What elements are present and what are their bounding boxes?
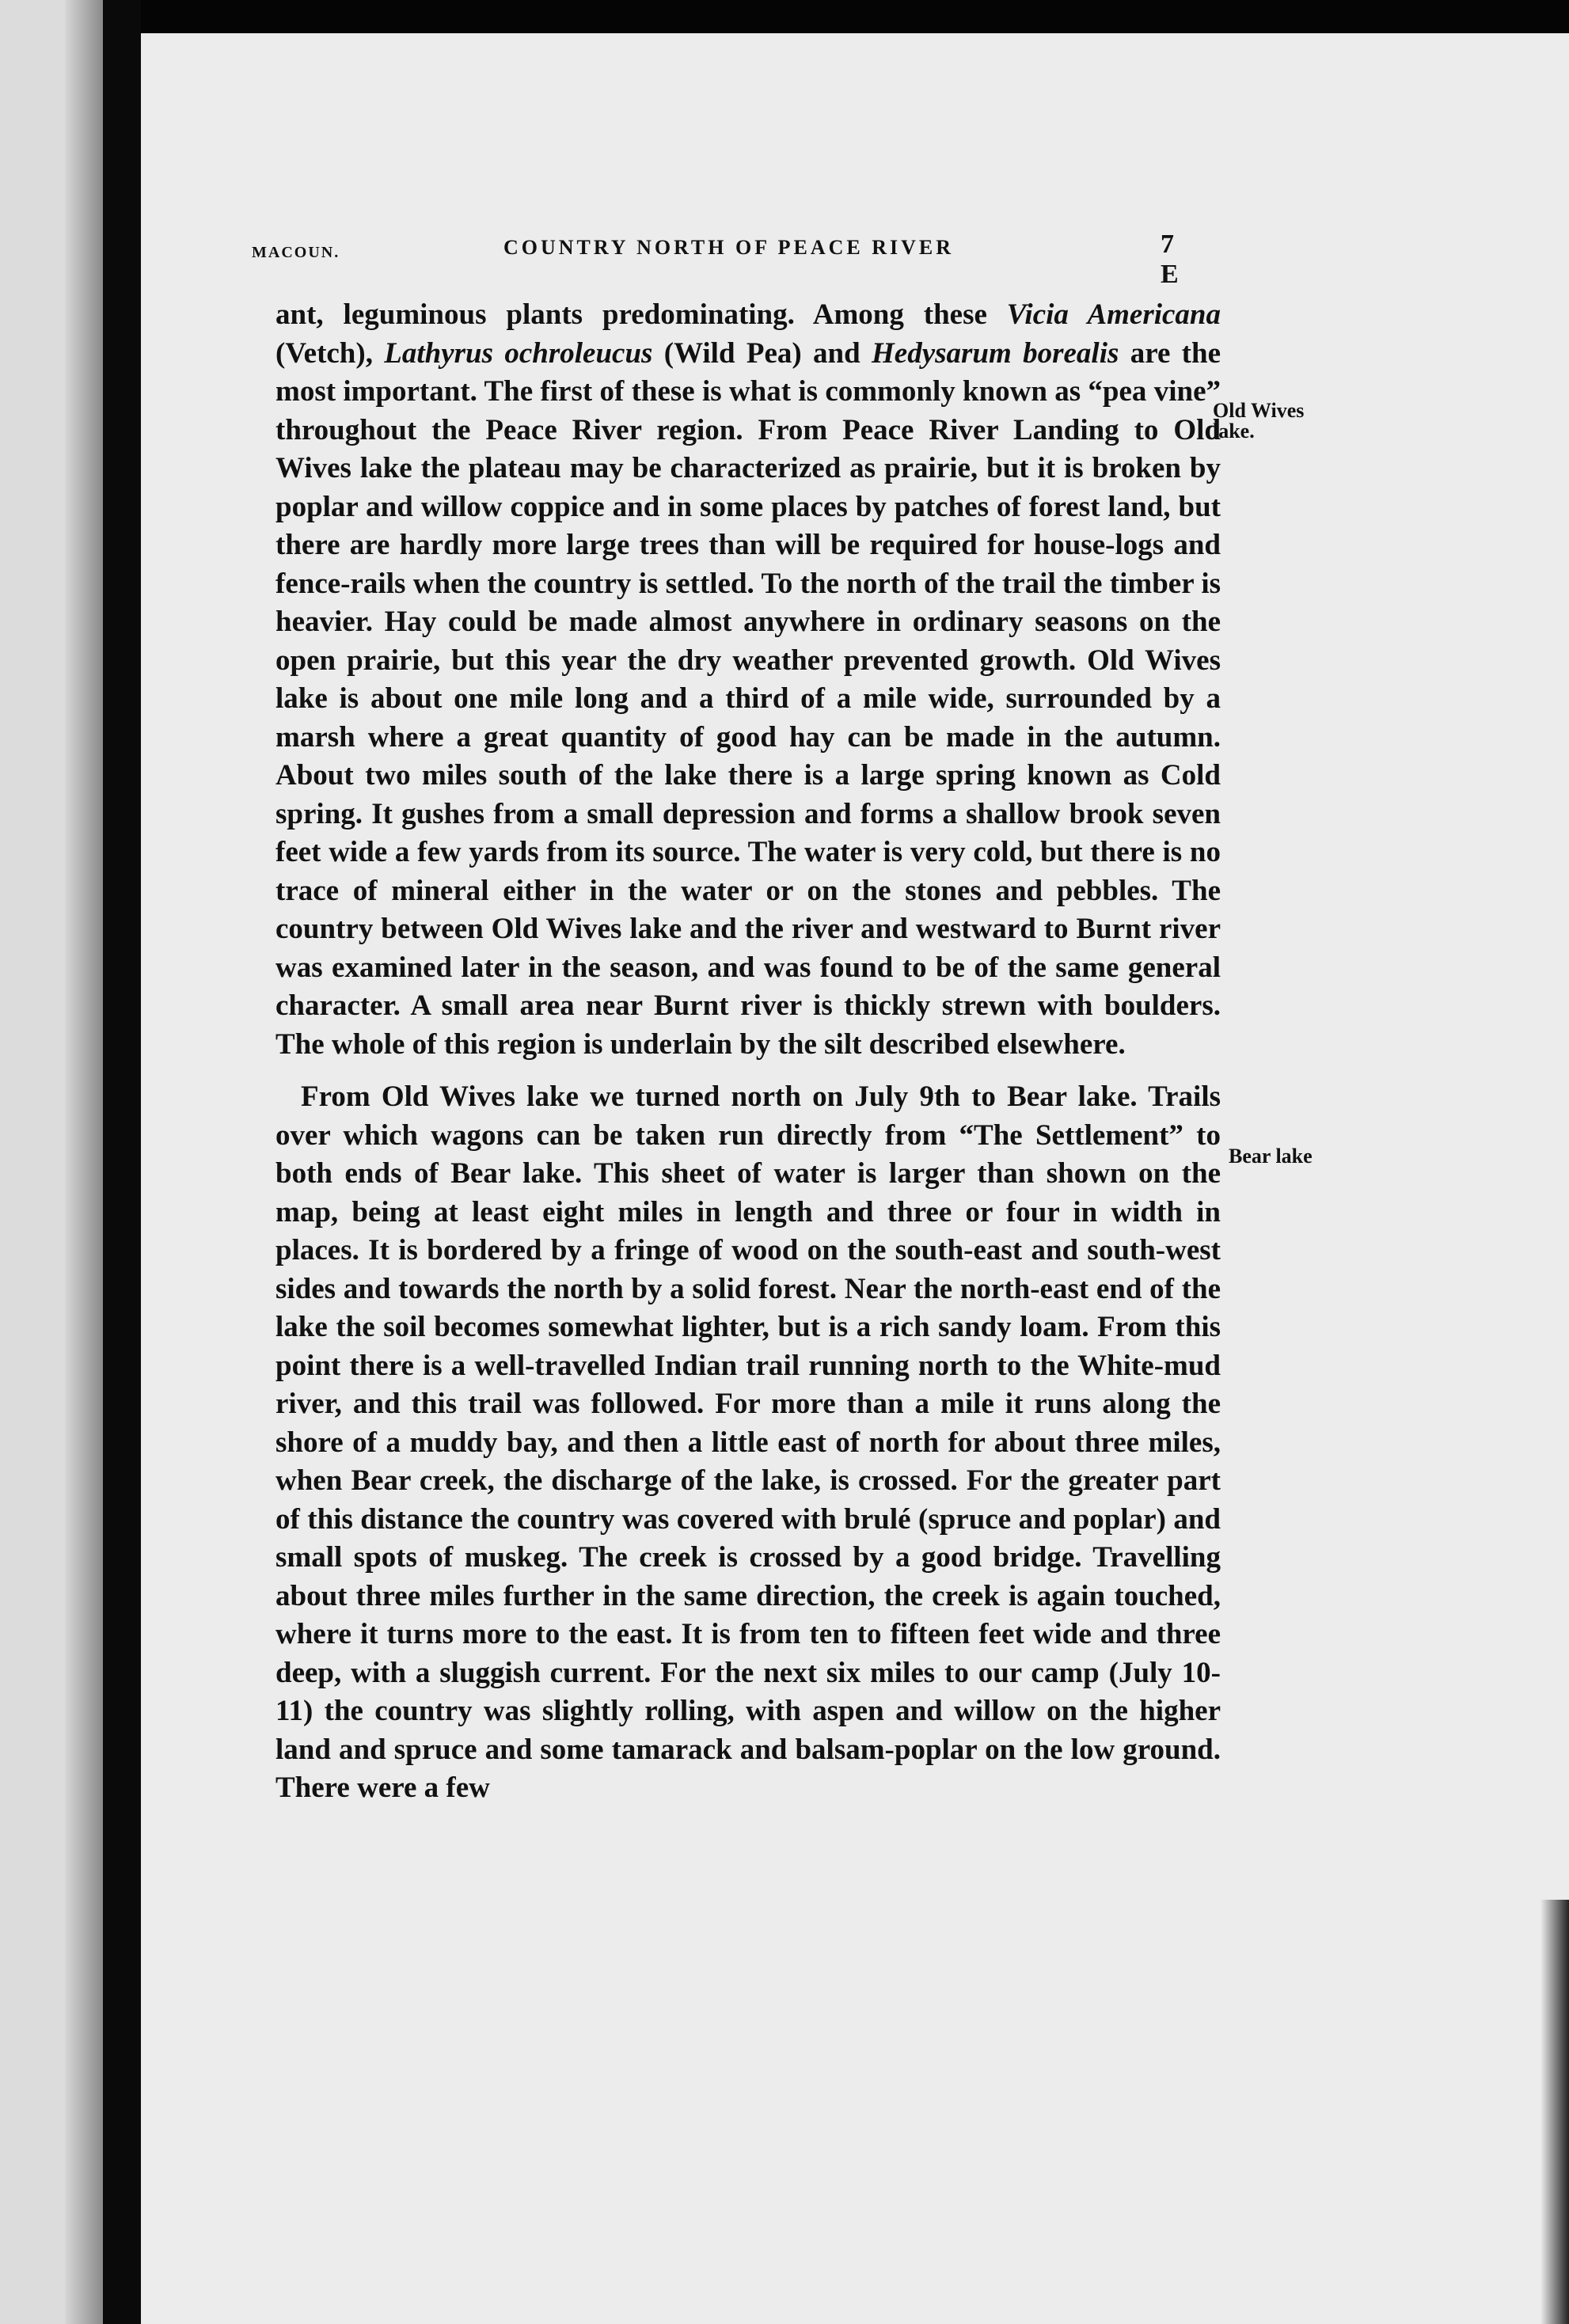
text-run: From Old Wives lake we turned north on July 9th to Bear lake. Trails over which wagons can be taken run directly from “The Settlement” to both ends of Bear lake. This sheet of water is larger than shown on the map, being at least eight miles in length and three or four in width in places. It is bordered by a fringe of wood on the south-east and south-west sides and towards the north by a solid forest. Near the north-east end of the lake the soil becomes somewhat lighter, but is a rich sandy loam. From this point there is a well-travelled Indian trail running north to the White-mud river, and this trail was followed. For more than a mile it runs along the shore of a muddy bay, and then a little east of north for about three miles, when Bear creek, the discharge of the lake, is crossed. For the greater part of this distance the country was covered with brulé (spruce and poplar) and small spots of muskeg. The creek is crossed by a good bridge. Travelling about three miles further in the same direction, the creek is again touched, where it turns more to the east. It is from ten to fifteen feet wide and three deep, with a sluggish current. For the next six miles to our camp (July 10-11) the country was slightly rolling, with aspen and willow on the higher land and spruce and some tamarack and balsam-poplar on the low ground. There were a few <box>275 1080 1221 1804</box>
page-right-edge-shadow <box>1541 1900 1569 2324</box>
running-header <box>252 230 1202 289</box>
book-gutter <box>103 0 141 2324</box>
species-name: Lathyrus ochroleucus <box>384 336 653 370</box>
species-name: Hedysarum borealis <box>872 336 1119 370</box>
paragraph <box>275 1078 1221 1808</box>
running-header-author: MACOUN. <box>252 244 340 261</box>
body-text <box>275 296 1221 1808</box>
text-run: are the most important. The first of these is what is commonly known as “pea vine” throughout the Peace River region. From Peace River Landing to Old Wives lake the plateau may be characterized as prairie, but it is broken by poplar and willow coppice and in some places by patches of forest land, but there are hardly more large trees than will be required for house-logs and fence-rails when the country is settled. To the north of the trail the timber is heavier. Hay could be made almost anywhere in ordinary seasons on the open prairie, but this year the dry weather prevented growth. Old Wives lake is about one mile long and a third of a mile wide, surrounded by a marsh where a great quantity of good hay can be made in the autumn. About two miles south of the lake there is a large spring known as Cold spring. It gushes from a small depression and forms a shallow brook seven feet wide a few yards from its source. The water is very cold, but there is no trace of mineral either in the water or on the stones and pebbles. The country between Old Wives lake and the river and westward to Burnt river was examined later in the season, and was found to be of the same general character. A small area near Burnt river is thickly strewn with boulders. The whole of this region is underlain by the silt described elsewhere. <box>275 336 1221 1061</box>
margin-note-line: Old Wives <box>1213 399 1305 422</box>
species-name: Vicia Americana <box>1006 298 1221 331</box>
text-run: (Wild Pea) and <box>652 336 872 370</box>
margin-note-old-wives-lake <box>1213 401 1332 442</box>
margin-note-bear-lake: Bear lake <box>1229 1145 1313 1168</box>
text-run: (Vetch), <box>275 336 385 370</box>
running-header-title: COUNTRY NORTH OF PEACE RIVER <box>503 236 955 259</box>
margin-note-line: lake. <box>1213 420 1255 442</box>
page-number: 7 E <box>1161 230 1183 289</box>
text-run: ant, leguminous plants predominating. Among these <box>275 298 1007 331</box>
previous-page-edge <box>0 0 103 2324</box>
paragraph <box>275 296 1221 1064</box>
page-bottom-shading <box>141 2269 1569 2324</box>
